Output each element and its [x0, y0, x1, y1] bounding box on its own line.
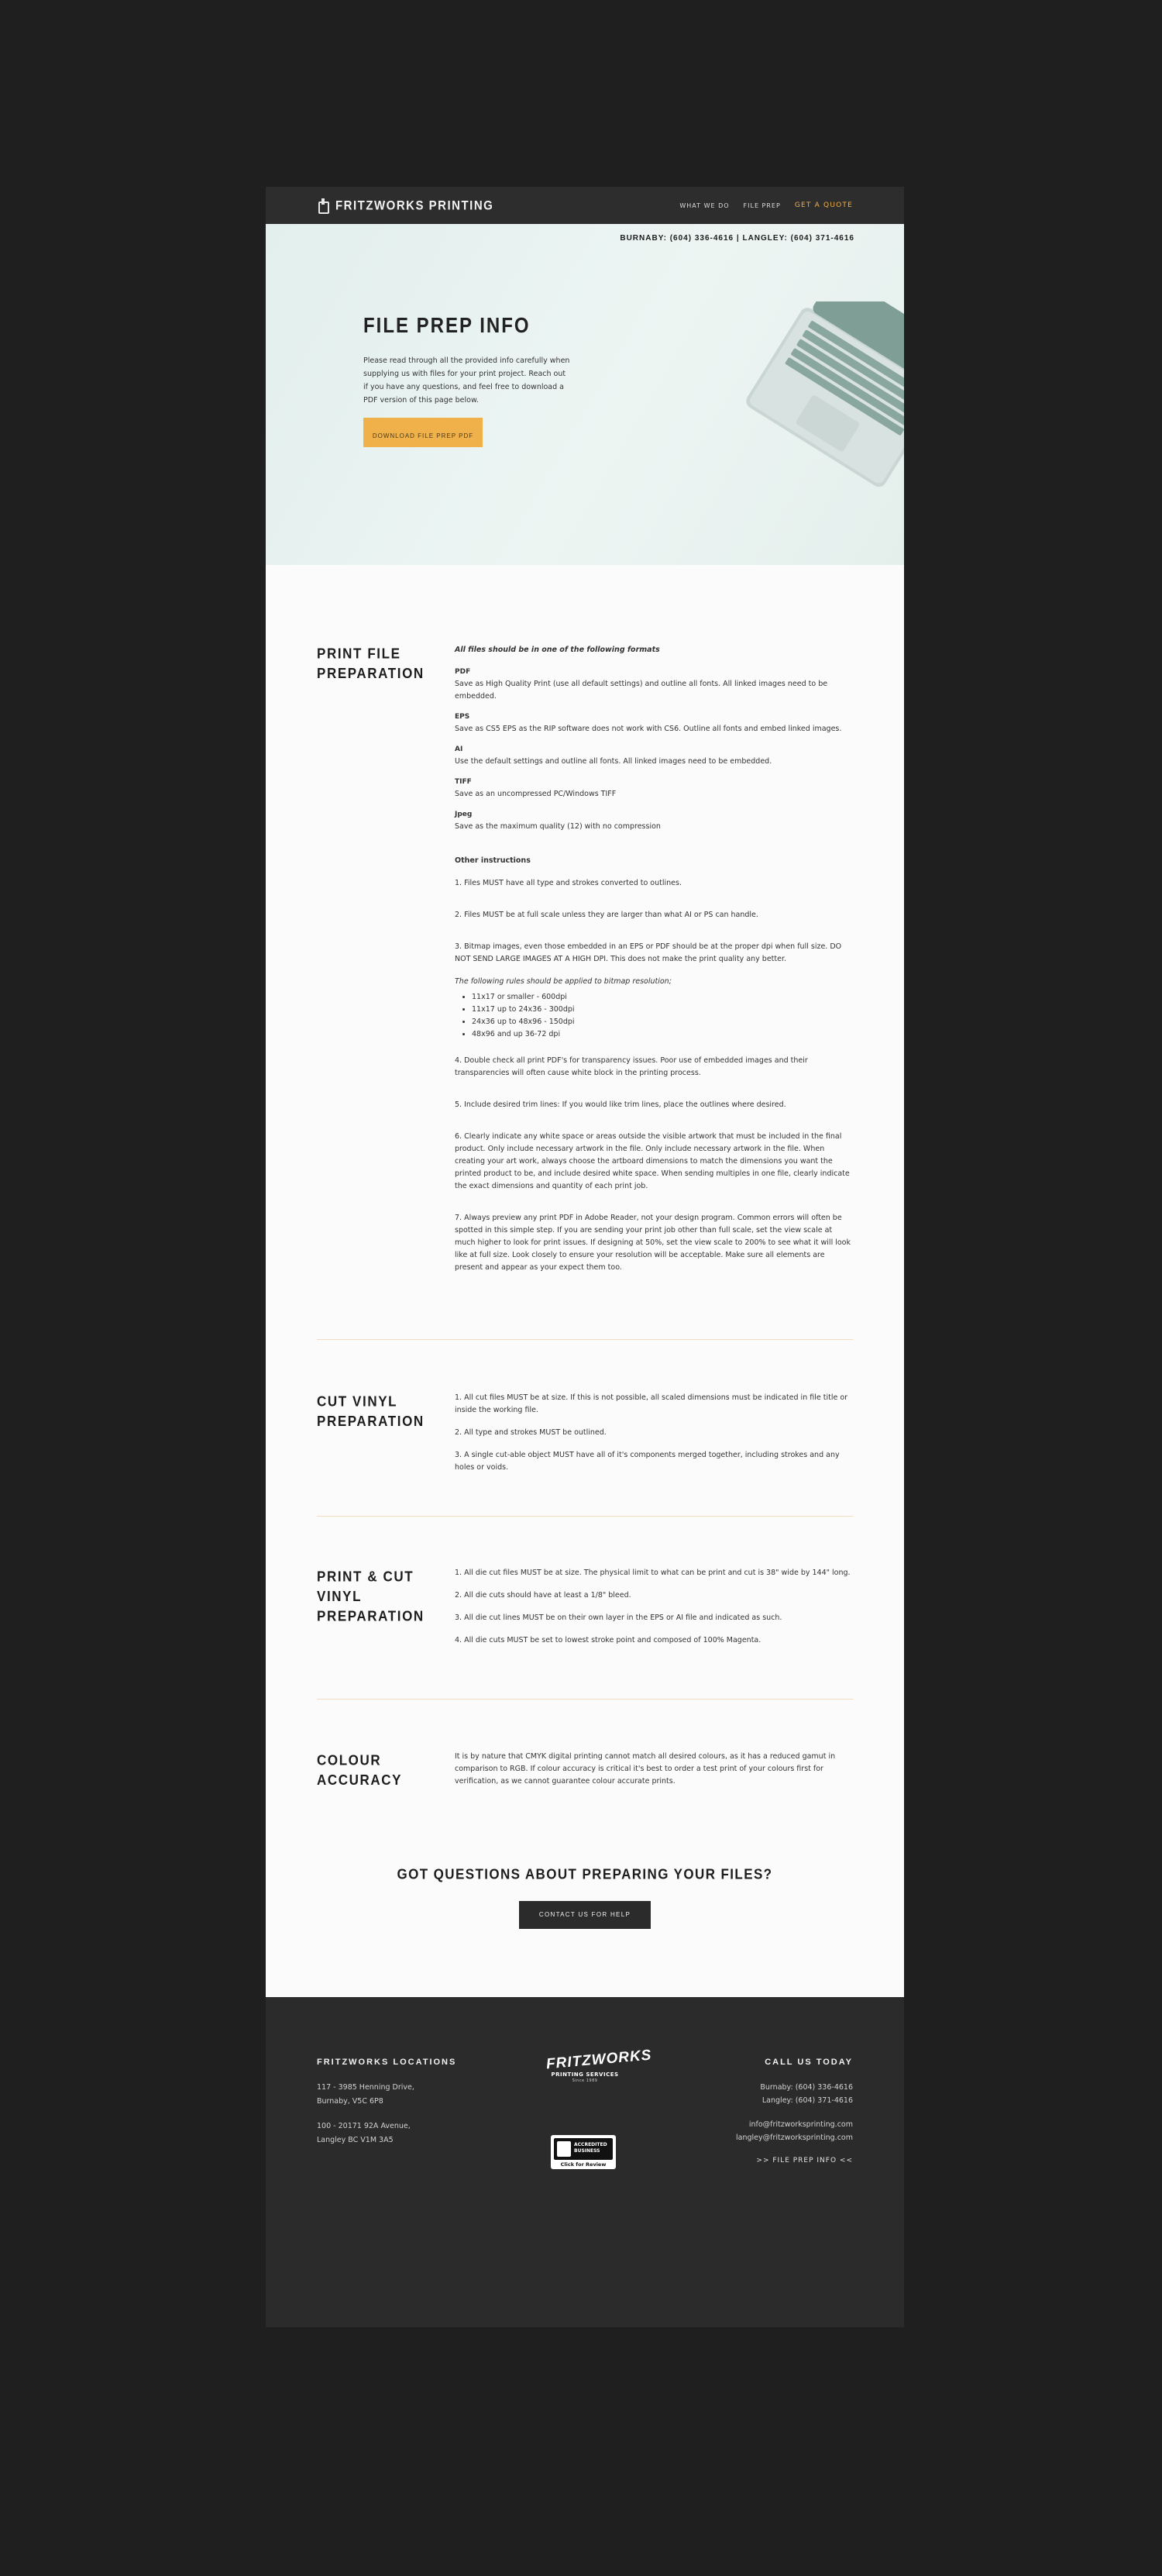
laptop-image [715, 301, 904, 495]
cut-vinyl-item-3: 3. A single cut-able object MUST have all of it's components merged together, including strokes and any holes or voids. [455, 1451, 840, 1472]
format-desc: Save as the maximum quality (12) with no compression [455, 822, 661, 831]
file-prep-link[interactable]: >> FILE PREP INFO << [756, 2157, 853, 2164]
formats-lead: All files should be in one of the following formats [455, 646, 660, 654]
instruction-7: 7. Always preview any print PDF in Adobe Reader, not your design program. Common errors will often be spotted in this simple step. If you are sending your print job other than full scale, set the view scale at much higher to look for print issues. If designing at 50%, set the view scale to 200% to see what it will look like at full size. Look closely to ensure your resolution will be acceptable. Make sure all elements are present and appear as your expect them too. [455, 1214, 851, 1272]
brand-name: FRITZWORKS [545, 2047, 653, 2073]
cta-title: GOT QUESTIONS ABOUT PREPARING YOUR FILES? [397, 1866, 773, 1882]
phone-list [667, 2081, 853, 2107]
print-cut-item-1: 1. All die cut files MUST be at size. The physical limit to what can be print and cut is 38" wide by 144" long. [455, 1569, 851, 1577]
format-name: PDF [455, 668, 471, 676]
hero [266, 224, 904, 565]
location-burnaby [317, 2081, 495, 2109]
nav-file-prep[interactable]: FILE PREP [743, 201, 781, 209]
bbb-badge[interactable] [551, 2135, 616, 2169]
address-line: Langley BC V1M 3A5 [317, 2136, 394, 2144]
bitmap-rules-title: The following rules should be applied to bitmap resolution; [455, 977, 672, 986]
format-desc: Use the default settings and outline all fonts. All linked images need to be embedded. [455, 757, 772, 766]
page-title: FILE PREP INFO [363, 314, 531, 339]
cut-vinyl-title: CUT VINYL PREPARATION [317, 1393, 425, 1430]
bbb-text [574, 2142, 607, 2154]
instruction-1: 1. Files MUST have all type and strokes converted to outlines. [455, 879, 682, 887]
email-langley[interactable]: langley@fritzworksprinting.com [736, 2133, 853, 2142]
section-divider [317, 1339, 853, 1340]
hero-description: Please read through all the provided info carefully when supplying us with files for your print project. Reach out if you have any questions, and feel free to download a PDF version of this page below. [363, 356, 570, 405]
locations-title: FRITZWORKS LOCATIONS [317, 2058, 457, 2067]
print-cut-body [455, 1567, 853, 1657]
colour-body [455, 1751, 853, 1798]
site-logo[interactable] [317, 198, 493, 212]
nav-what-we-do[interactable]: WHAT WE DO [679, 201, 730, 209]
email-info[interactable]: info@fritzworksprinting.com [748, 2120, 853, 2129]
print-file-title: PRINT FILE PREPARATION [317, 646, 425, 682]
section-divider [317, 1516, 853, 1517]
bbb-torch-icon [557, 2141, 571, 2157]
email-list [667, 2118, 853, 2144]
format-pdf [455, 666, 853, 703]
format-desc: Save as an uncompressed PC/Windows TIFF [455, 790, 617, 798]
call-title: CALL US TODAY [765, 2058, 853, 2067]
address-line: Burnaby, V5C 6P8 [317, 2097, 383, 2106]
cut-vinyl-body [455, 1392, 853, 1484]
format-name: AI [455, 746, 463, 753]
bbb-line: ACCREDITED [574, 2142, 607, 2147]
bbb-panel [554, 2138, 613, 2160]
address-line: 117 - 3985 Henning Drive, [317, 2083, 414, 2092]
location-langley [317, 2120, 495, 2147]
format-name: TIFF [455, 778, 472, 786]
main-nav [679, 201, 853, 209]
printer-logo-icon [317, 198, 329, 212]
format-name: EPS [455, 713, 470, 721]
cta-section [266, 1867, 904, 1929]
list-item: • 48x96 and up 36-72 dpi [472, 1028, 853, 1041]
colour-title: COLOUR ACCURACY [317, 1752, 403, 1789]
bitmap-rules-list [472, 991, 853, 1041]
format-desc: Save as High Quality Print (use all default settings) and outline all fonts. All linked images need to be embedded. [455, 680, 828, 701]
list-item: • 11x17 or smaller - 600dpi [472, 991, 853, 1004]
page [266, 187, 904, 2327]
cut-vinyl-item-2: 2. All type and strokes MUST be outlined. [455, 1428, 607, 1437]
logo-text: FRITZWORKS PRINTING [335, 198, 494, 213]
top-nav-bar [266, 187, 904, 224]
format-desc: Save as CS5 EPS as the RIP software does not work with CS6. Outline all fonts and embed linked images. [455, 725, 842, 733]
format-jpeg [455, 808, 853, 833]
format-tiff [455, 776, 853, 801]
print-file-body [455, 644, 853, 1284]
address-line: 100 - 20171 92A Avenue, [317, 2122, 411, 2130]
other-instructions-title: Other instructions [455, 856, 531, 865]
section-divider [317, 1699, 853, 1700]
colour-text: It is by nature that CMYK digital printing cannot match all desired colours, as it has a reduced gamut in comparison to RGB. If colour accuracy is critical it's best to order a test print of your colours first for verification, as we cannot guarantee colour accurate prints. [455, 1752, 836, 1786]
nav-get-a-quote[interactable]: GET A QUOTE [794, 201, 853, 209]
instruction-5: 5. Include desired trim lines: If you would like trim lines, place the outlines where desired. [455, 1100, 786, 1109]
instruction-4: 4. Double check all print PDF's for transparency issues. Poor use of embedded images and their transparencies will often cause white block in the printing process. [455, 1056, 808, 1077]
print-cut-item-2: 2. All die cuts should have at least a 1/8" bleed. [455, 1591, 631, 1600]
brand-subtitle: PRINTING SERVICES [551, 2071, 619, 2078]
contact-button[interactable]: CONTACT US FOR HELP [519, 1901, 651, 1929]
format-ai [455, 743, 853, 768]
instruction-2: 2. Files MUST be at full scale unless they are larger than what AI or PS can handle. [455, 911, 758, 919]
bbb-line: BUSINESS [574, 2148, 600, 2154]
cut-vinyl-item-1: 1. All cut files MUST be at size. If this is not possible, all scaled dimensions must be indicated in file title or inside the working file. [455, 1393, 848, 1414]
footer-contact [667, 2058, 853, 2165]
list-item: • 24x36 up to 48x96 - 150dpi [472, 1016, 853, 1028]
print-cut-item-3: 3. All die cut lines MUST be on their own layer in the EPS or AI file and indicated as such. [455, 1613, 782, 1622]
footer [266, 1997, 904, 2327]
print-cut-item-4: 4. All die cuts MUST be set to lowest stroke point and composed of 100% Magenta. [455, 1636, 761, 1644]
phone-langley[interactable]: Langley: (604) 371-4616 [761, 2096, 853, 2105]
format-name: Jpeg [455, 811, 473, 818]
phone-burnaby[interactable]: Burnaby: (604) 336-4616 [760, 2083, 853, 2092]
list-item: • 11x17 up to 24x36 - 300dpi [472, 1004, 853, 1016]
instruction-3: 3. Bitmap images, even those embedded in an EPS or PDF should be at the proper dpi when full size. DO NOT SEND LARGE IMAGES AT A HIGH DPI. This does not make the print quality any better. [455, 942, 842, 963]
bbb-review-link: Click for Review [560, 2161, 607, 2168]
print-cut-title: PRINT & CUT VINYL PREPARATION [317, 1569, 425, 1624]
instruction-6: 6. Clearly indicate any white space or areas outside the visible artwork that must be included in the final product. Only include necessary artwork in the file. Only include necessary artwork in the file. When creating your art work, always choose the artboard dimensions to match the dimensions you want the printed product to be, and include desired white space. When sending multiples in one file, clearly indicate the exact dimensions and quantity of each print job. [455, 1132, 850, 1190]
brand-tagline: Since 1989 [572, 2078, 598, 2083]
footer-brand-logo[interactable] [545, 2047, 653, 2083]
footer-locations [317, 2058, 495, 2147]
download-pdf-button[interactable]: DOWNLOAD FILE PREP PDF [363, 418, 483, 447]
phone-numbers: BURNABY: (604) 336-4616 | LANGLEY: (604) 371-4616 [620, 234, 854, 243]
format-eps [455, 711, 853, 735]
